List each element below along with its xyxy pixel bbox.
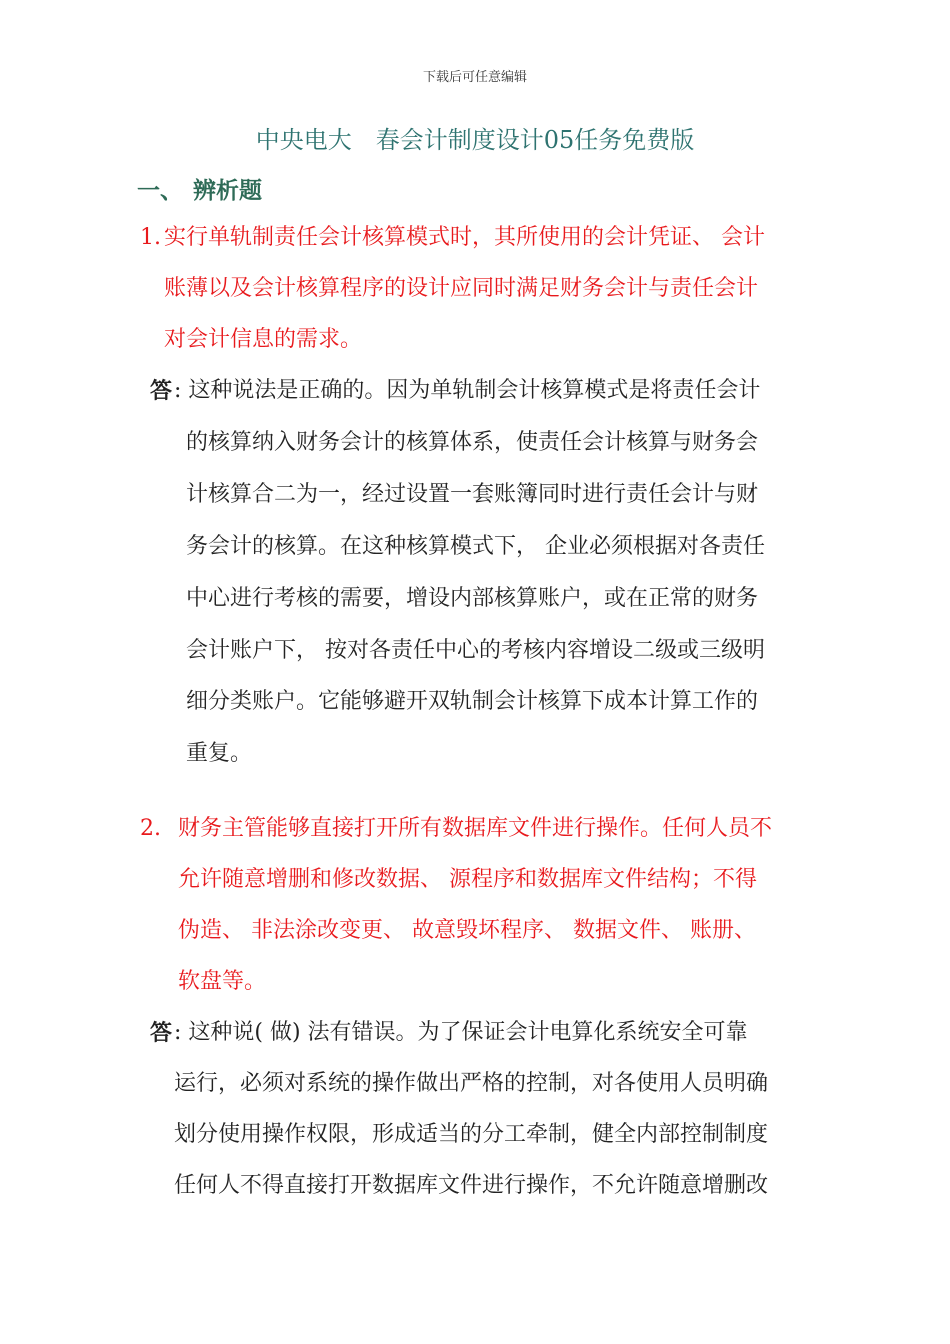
answer-line: 会计账户下， 按对各责任中心的考核内容增设二级或三级明 [186, 638, 765, 663]
answer-line: : 这种说法是正确的。因为单轨制会计核算模式是将责任会计 [174, 378, 761, 403]
answer-line: 运行，必须对系统的操作做出严格的控制，对各使用人员明确 [174, 1071, 769, 1096]
question-line: 软盘等。 [178, 969, 267, 994]
answer-line: : 这种说( 做) 法有错误。为了保证会计电算化系统安全可靠 [174, 1020, 748, 1045]
section-title: 辨析题 [193, 177, 262, 204]
answer-line: 任何人不得直接打开数据库文件进行操作，不允许随意增删改 [174, 1173, 769, 1198]
answer-line: 计核算合二为一，经过设置一套账簿同时进行责任会计与财 [186, 482, 759, 507]
answer-line: 细分类账户。它能够避开双轨制会计核算下成本计算工作的 [186, 689, 759, 714]
answer-line: 划分使用操作权限，形成适当的分工牵制，健全内部控制制度 [174, 1122, 769, 1147]
question-line: 允许随意增删和修改数据、 源程序和数据库文件结构；不得 [178, 867, 757, 892]
question-line: 对会计信息的需求。 [164, 327, 363, 352]
answer-line: 中心进行考核的需要，增设内部核算账户，或在正常的财务 [186, 586, 759, 611]
answer-line: 务会计的核算。在这种核算模式下， 企业必须根据对各责任 [186, 534, 765, 559]
question-number: 1. [140, 225, 161, 250]
question-line: 财务主管能够直接打开所有数据库文件进行操作。任何人员不 [178, 816, 773, 841]
document-title: 中央电大 春会计制度设计05任务免费版 [255, 126, 695, 154]
question-number: 2. [140, 816, 161, 841]
question-line: 实行单轨制责任会计核算模式时，其所使用的会计凭证、 会计 [164, 225, 765, 250]
question-line: 账薄以及会计核算程序的设计应同时满足财务会计与责任会计 [164, 276, 759, 301]
answer-label: 答 [150, 378, 173, 404]
answer-label: 答 [150, 1020, 173, 1046]
page-header-note: 下载后可任意编辑 [422, 70, 527, 85]
answer-line: 重复。 [186, 741, 253, 766]
question-line: 伪造、 非法涂改变更、 故意毁坏程序、 数据文件、 账册、 [178, 918, 756, 943]
answer-line: 的核算纳入财务会计的核算体系，使责任会计核算与财务会 [186, 430, 759, 455]
section-heading [137, 172, 262, 205]
section-number: 一、 [137, 177, 183, 204]
